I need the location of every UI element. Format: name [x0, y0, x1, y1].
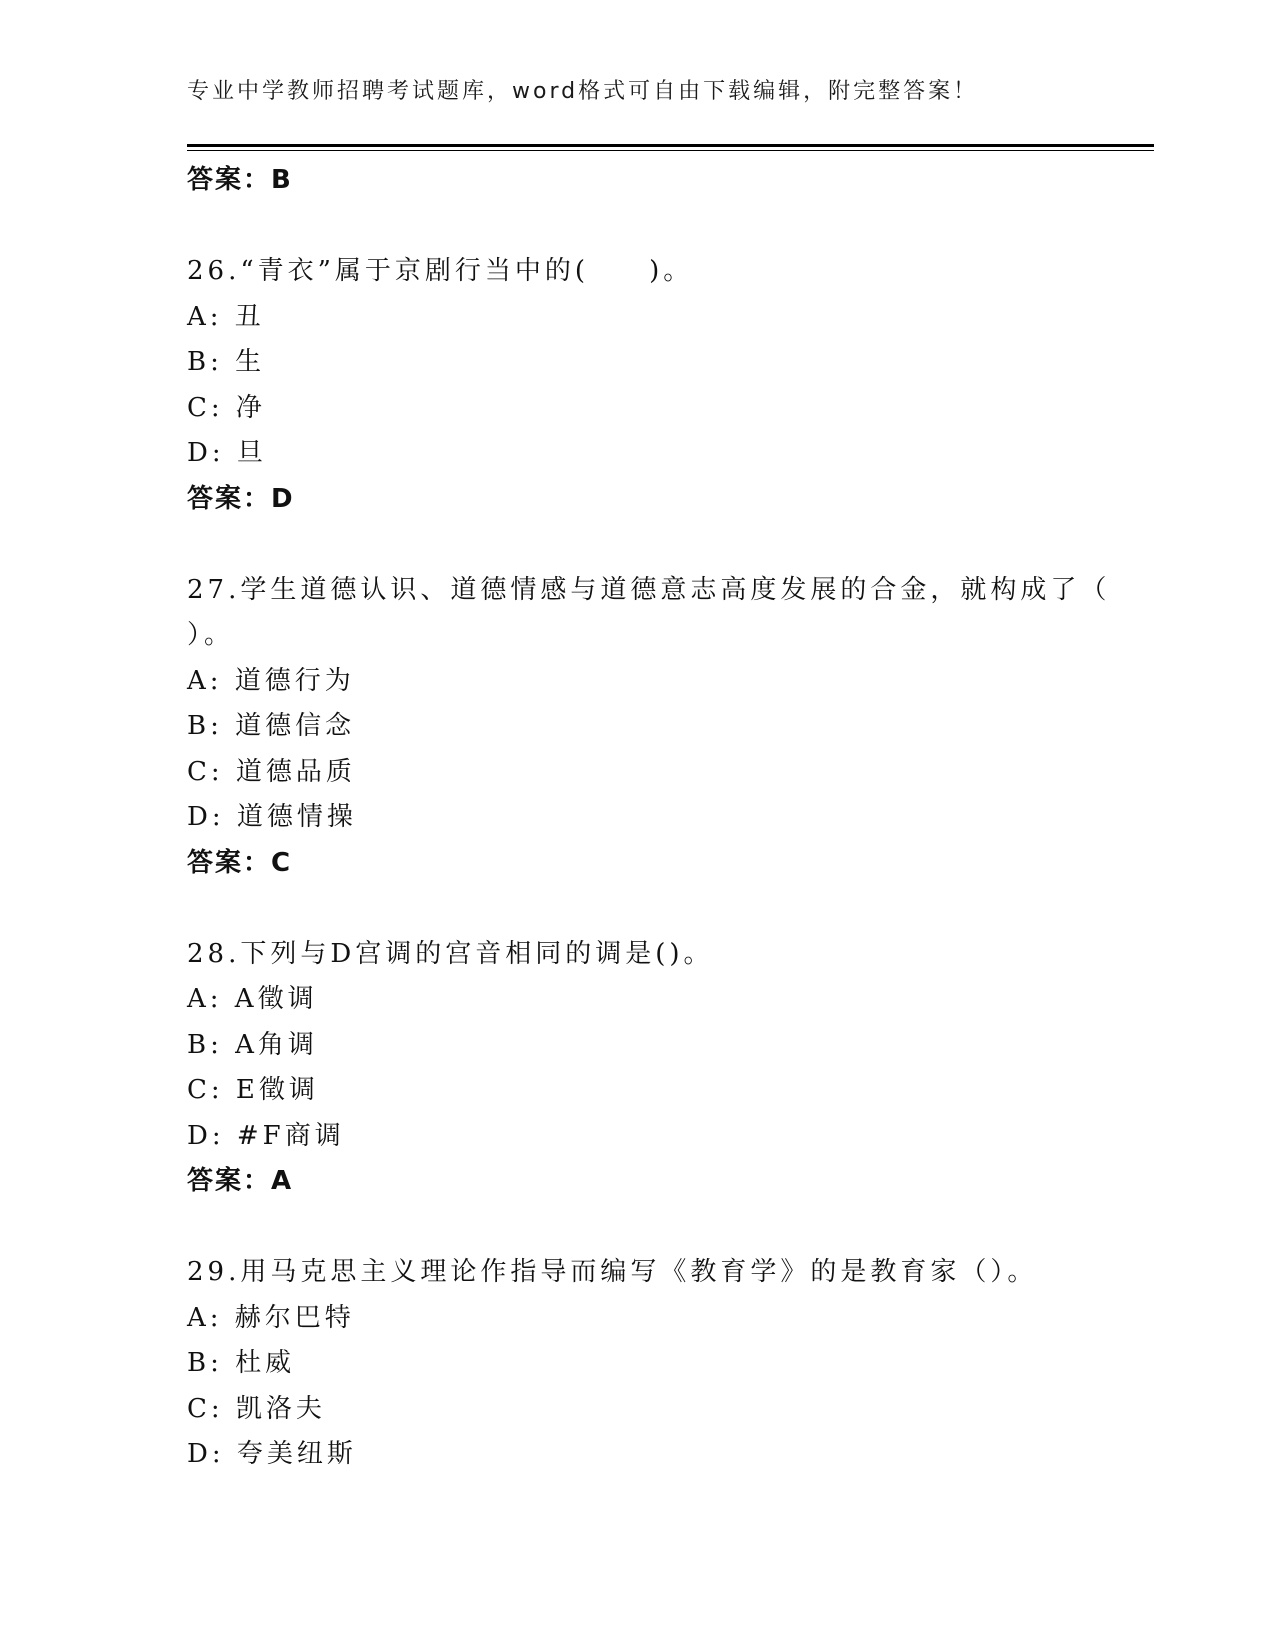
option-d: D: 道德情操: [187, 802, 357, 832]
question-text: 29.用马克思主义理论作指导而编写《教育学》的是教育家（）。: [187, 1257, 1038, 1287]
option-d: D: #F商调: [187, 1120, 345, 1151]
page-header: 专业中学教师招聘考试题库，word格式可自由下载编辑，附完整答案！: [187, 79, 979, 104]
spacer: [187, 522, 1154, 568]
answer-line: 答案：C: [187, 847, 293, 878]
question-text-continued: ）。: [187, 620, 235, 650]
option-c: C: 道德品质: [187, 756, 356, 787]
question-26: [187, 249, 1154, 522]
option-b: B: 杜威: [187, 1348, 296, 1378]
spacer: [187, 886, 1154, 932]
question-text: 27.学生道德认识、道德情感与道德意志高度发展的合金，就构成了（: [187, 574, 1111, 605]
document-content: [187, 158, 1154, 1478]
option-d: D: 夸美纽斯: [187, 1439, 357, 1469]
answer-line: 答案：D: [187, 483, 295, 514]
option-a: A: 赫尔巴特: [187, 1302, 355, 1333]
answer-line: 答案：A: [187, 1166, 294, 1196]
question-28: [187, 932, 1154, 1205]
option-b: B: 道德信念: [187, 711, 356, 741]
option-a: A: 道德行为: [187, 665, 355, 696]
header-rule-thick: [187, 144, 1154, 147]
option-a: A: A徵调: [187, 984, 318, 1014]
spacer: [187, 1205, 1154, 1251]
question-27: [187, 568, 1154, 887]
question-text: 26.“青衣”属于京剧行当中的( )。: [187, 256, 694, 286]
header-rule-thin: [187, 150, 1154, 151]
question-29: [187, 1250, 1154, 1478]
option-c: C: 凯洛夫: [187, 1393, 326, 1424]
question-text: 28.下列与D宫调的宫音相同的调是()。: [187, 938, 714, 969]
option-c: C: 净: [187, 392, 266, 423]
answer-line: 答案：B: [187, 165, 293, 195]
option-c: C: E徵调: [187, 1075, 319, 1105]
option-a: A: 丑: [187, 301, 265, 332]
option-b: B: A角调: [187, 1029, 318, 1060]
option-d: D: 旦: [187, 438, 267, 468]
spacer: [187, 204, 1154, 250]
option-b: B: 生: [187, 347, 266, 377]
